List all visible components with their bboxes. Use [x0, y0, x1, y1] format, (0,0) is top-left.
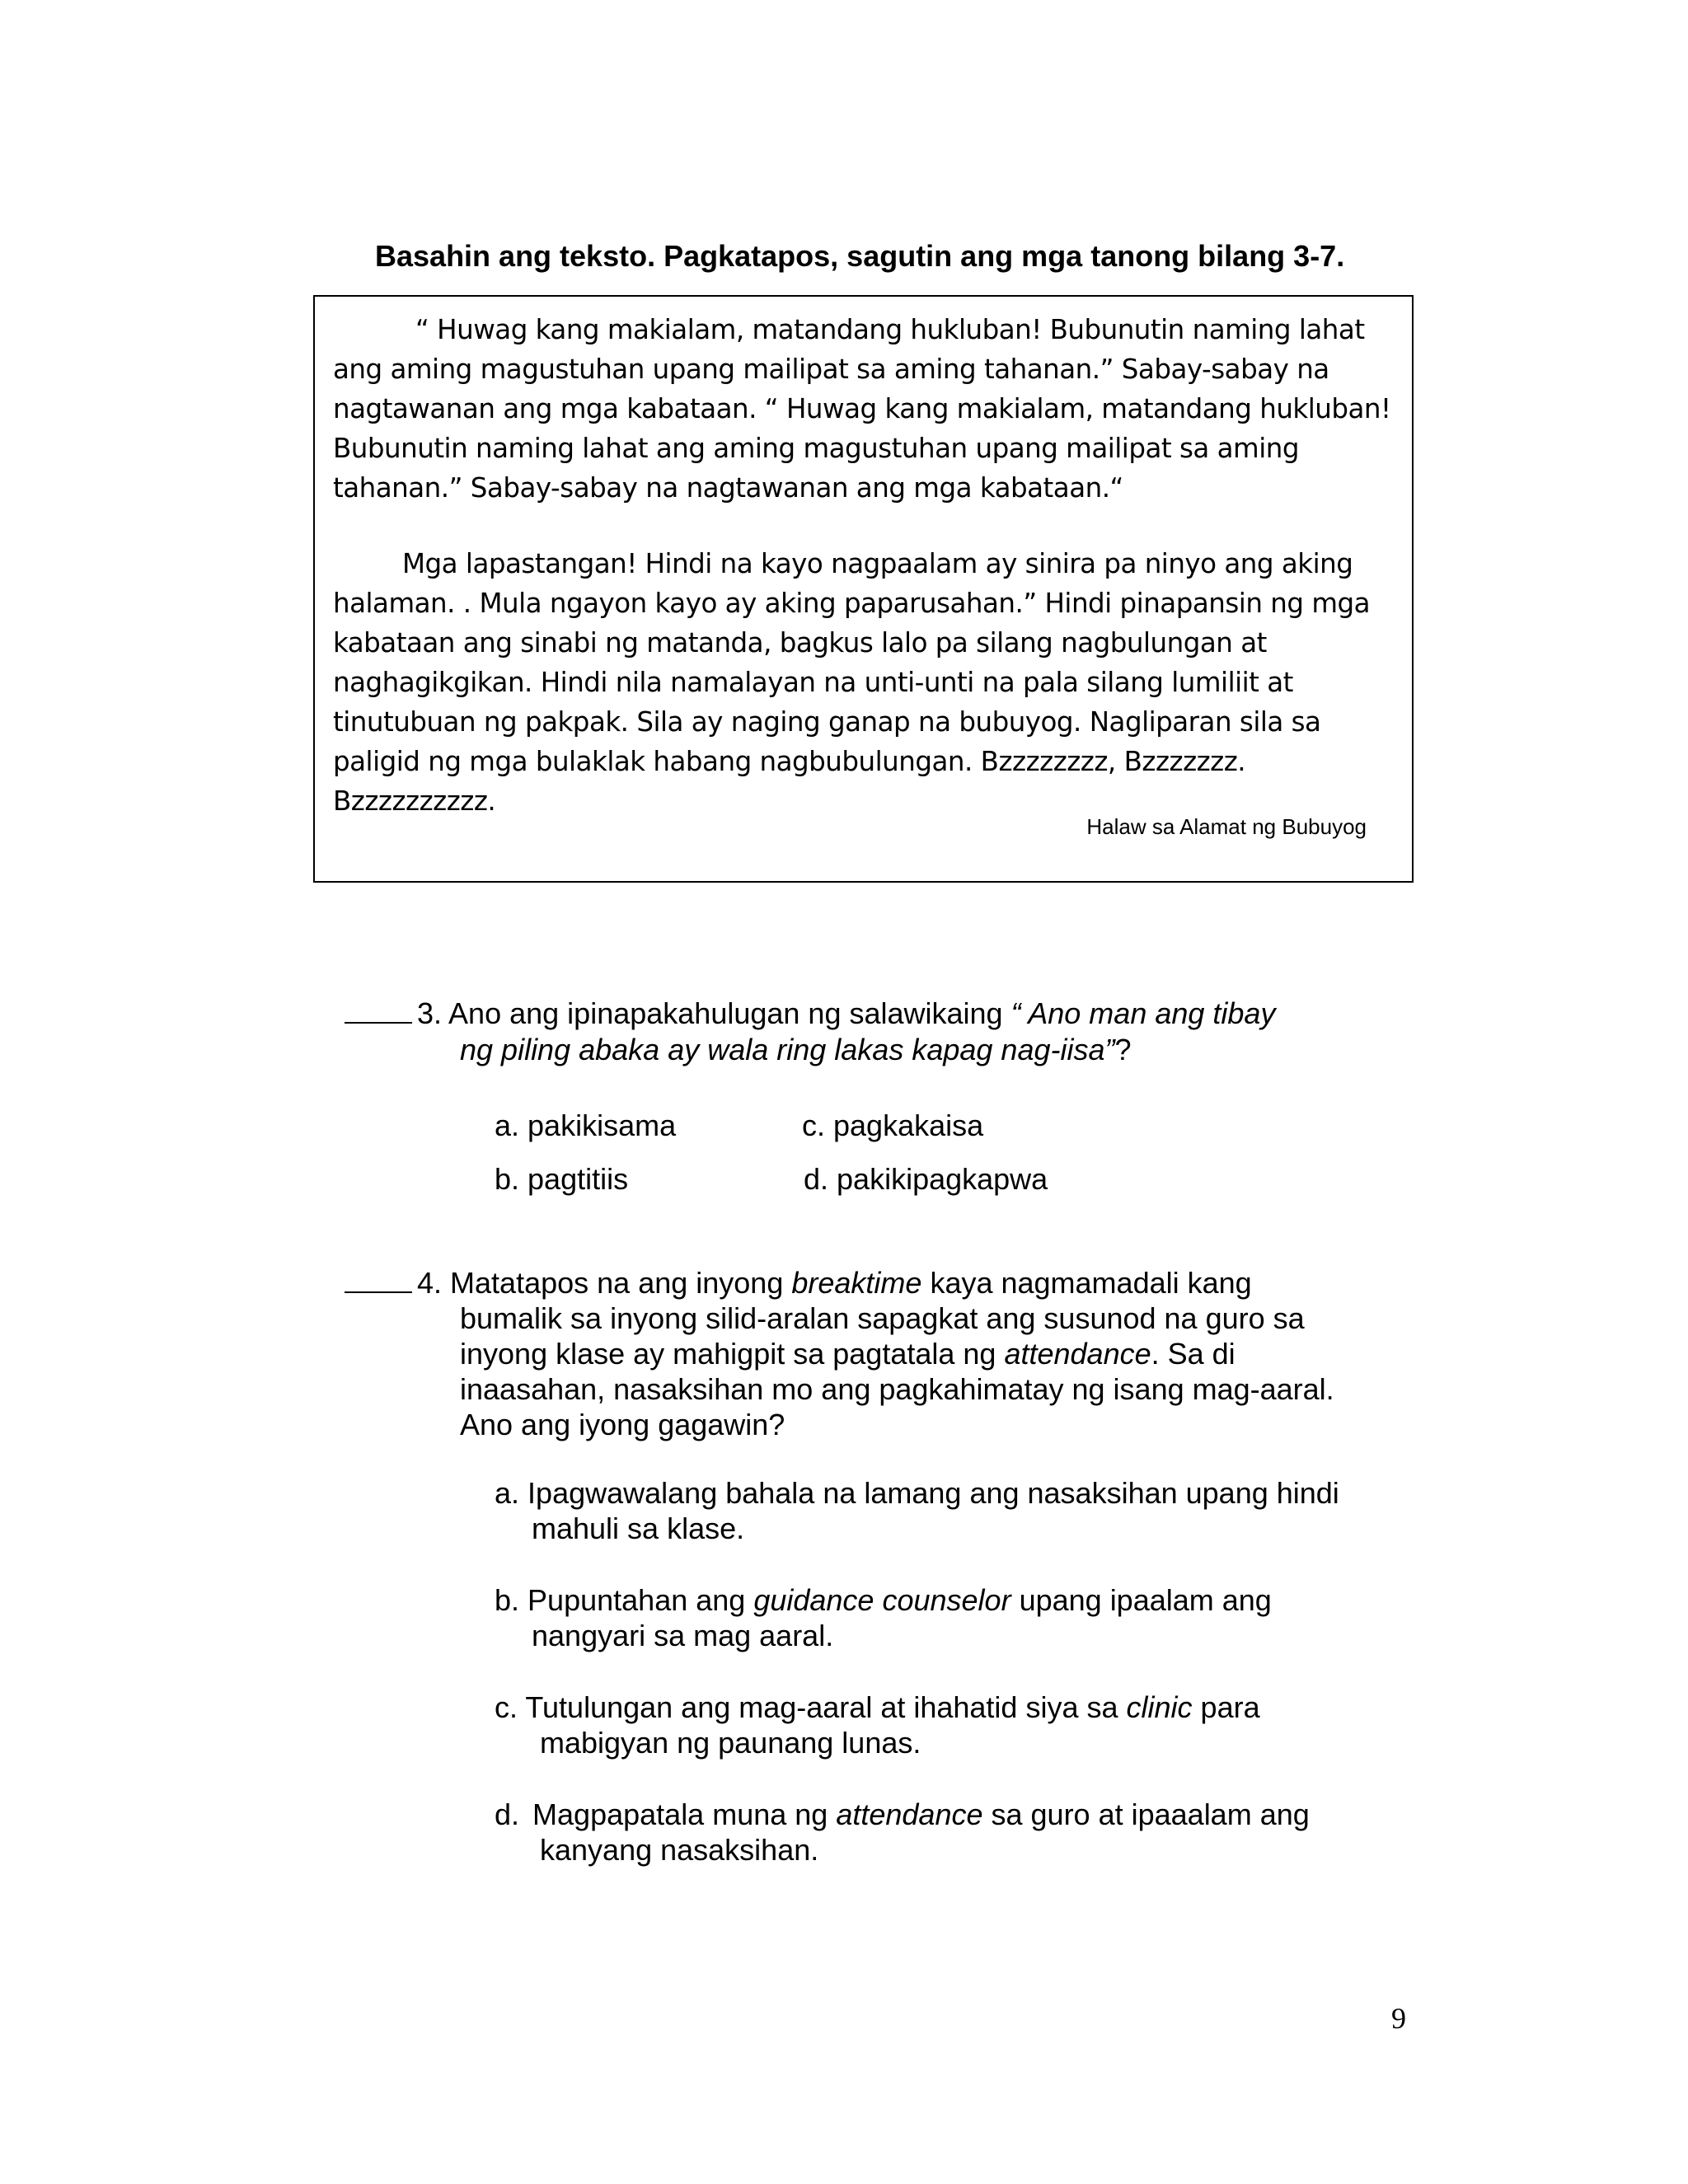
question-4-line-3 — [460, 1336, 1236, 1371]
question-4-line-2: bumalik sa inyong silid-aralan sapagkat ang susunod na guro sa — [460, 1301, 1305, 1335]
q4-choice-c-line-2: mabigyan ng paunang lunas. — [540, 1726, 921, 1760]
q3-choice-c[interactable]: c. pagkakaisa — [802, 1108, 984, 1142]
question-3 — [345, 996, 1275, 1031]
q4-choice-a-line-2: mahuli sa klase. — [532, 1511, 745, 1545]
question-4-attendance: attendance — [1004, 1337, 1151, 1371]
question-4 — [345, 1265, 1252, 1301]
q4-choice-d-text-1a: Magpapatala muna ng — [532, 1797, 828, 1831]
page-number: 9 — [1391, 2002, 1406, 2035]
q4-choice-d-label: d. — [495, 1797, 520, 1831]
q4-choice-a[interactable] — [495, 1475, 1339, 1511]
q4-choice-d-text-1b: sa guro at ipaaalam ang — [991, 1797, 1310, 1831]
passage-source: Halaw sa Alamat ng Bubuyog — [1086, 814, 1367, 839]
q4-choice-d[interactable] — [495, 1797, 1310, 1832]
q4-choice-c-text-1b: para — [1200, 1690, 1260, 1724]
instruction-heading: Basahin ang teksto. Pagkatapos, sagutin ang mga tanong bilang 3-7. — [375, 239, 1345, 273]
passage-paragraph-1 — [333, 310, 1396, 508]
q4-choice-c[interactable] — [495, 1690, 1260, 1725]
q4-choice-b-guidance: guidance counselor — [753, 1583, 1011, 1617]
q4-choice-c-clinic: clinic — [1126, 1690, 1193, 1724]
q4-choice-a-label: a. — [495, 1476, 520, 1510]
q4-choice-c-text-1a: Tutulungan ang mag-aaral at ihahatid siya sa — [525, 1690, 1118, 1724]
q4-choice-c-label: c. — [495, 1690, 518, 1724]
question-4-text-3a: inyong klase ay mahigpit sa pagtatala ng — [460, 1337, 996, 1371]
question-4-text-1b: kaya nagmamadali kang — [930, 1266, 1252, 1300]
question-3-proverb-2: ng piling abaka ay wala ring lakas kapag nag-iisa” — [460, 1033, 1115, 1066]
question-4-line-5: Ano ang iyong gagawin? — [460, 1408, 785, 1441]
q3-choice-a[interactable]: a. pakikisama — [495, 1108, 677, 1142]
passage-paragraph-2-text: Mga lapastangan! Hindi na kayo nagpaalam ay sinira pa ninyo ang aking halaman. . Mula ngayon kayo ay aking paparusahan.” Hindi pinapansin ng mga kabataan ang sinabi ng matanda, bagkus lalo pa silang nagbulungan at naghagikgikan. Hindi nila namalayan na unti-unti na pala silang lumiliit at tinutubuan ng pakpak. Sila ay naging ganap na bubuyog. Nagliparan sila sa paligid ng mga bulaklak habang nagbubulungan. Bzzzzzzzz, Bzzzzzzz. Bzzzzzzzzzz. — [333, 548, 1371, 817]
question-4-number: 4. — [417, 1266, 443, 1300]
question-4-breaktime: breaktime — [791, 1266, 922, 1300]
passage-paragraph-1-text: “ Huwag kang makialam, matandang hukluban! Bubunutin naming lahat ang aming magustuhan upang mailipat sa aming tahanan.” Sabay-sabay na nagtawanan ang mga kabataan. “ Huwag kang makialam, matandang hukluban! Bubunutin naming lahat ang aming magustuhan upang mailipat sa aming tahanan.” Sabay-sabay na nagtawanan ang mga kabataan.“ — [333, 314, 1391, 504]
passage-box — [313, 295, 1414, 883]
q4-choice-b-label: b. — [495, 1583, 520, 1617]
question-3-number: 3. — [417, 996, 443, 1030]
question-4-text-3b: . Sa di — [1151, 1337, 1236, 1371]
q4-choice-d-attendance: attendance — [836, 1797, 983, 1831]
q4-choice-b[interactable] — [495, 1582, 1272, 1618]
answer-blank-4[interactable] — [345, 1267, 412, 1293]
question-3-text: Ano ang ipinapakahulugan ng salawikaing — [448, 996, 1003, 1030]
question-3-end: ? — [1114, 1033, 1132, 1066]
q3-choice-b[interactable]: b. pagtitiis — [495, 1162, 629, 1196]
q4-choice-b-line-2: nangyari sa mag aaral. — [532, 1619, 834, 1652]
q4-choice-b-text-1b: upang ipaalam ang — [1019, 1583, 1272, 1617]
question-4-line-4: inaasahan, nasaksihan mo ang pagkahimatay ng isang mag-aaral. — [460, 1372, 1334, 1406]
answer-blank-3[interactable] — [345, 997, 412, 1024]
q3-choice-d[interactable]: d. pakikipagkapwa — [804, 1162, 1048, 1196]
q4-choice-d-line-2: kanyang nasaksihan. — [540, 1833, 819, 1867]
question-3-line-2 — [460, 1032, 1132, 1067]
passage-paragraph-2 — [333, 544, 1396, 821]
q4-choice-b-text-1a: Pupuntahan ang — [528, 1583, 746, 1617]
question-4-text-1a: Matatapos na ang inyong — [450, 1266, 784, 1300]
q4-choice-a-text-1: Ipagwawalang bahala na lamang ang nasaksihan upang hindi — [528, 1476, 1339, 1510]
question-3-proverb-1: “ Ano man ang tibay — [1010, 996, 1276, 1030]
